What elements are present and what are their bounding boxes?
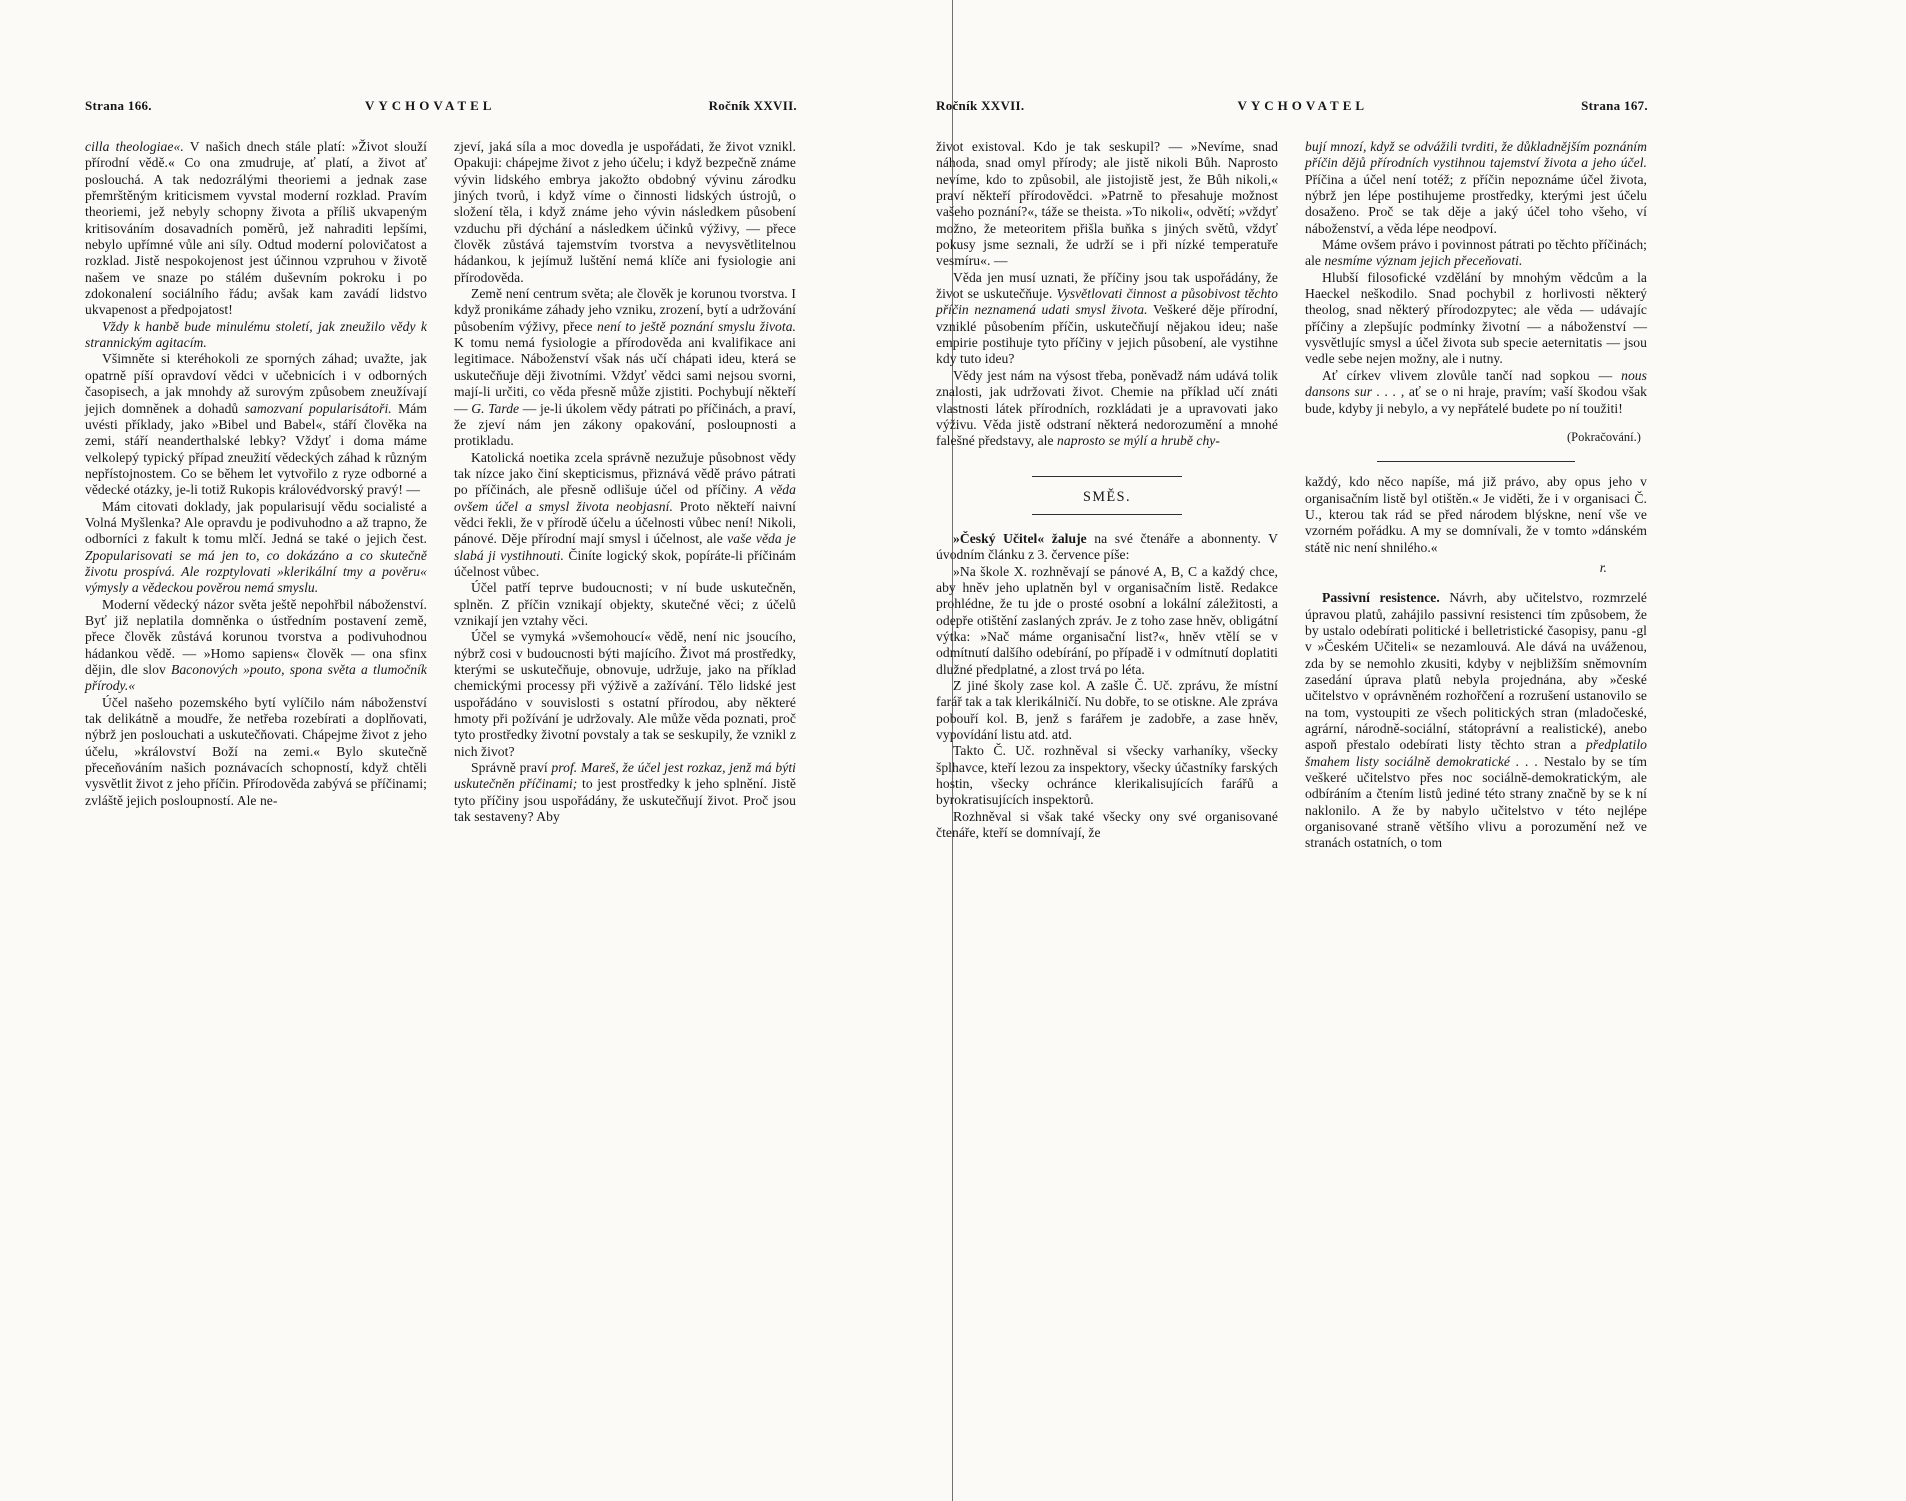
text-divider	[1377, 461, 1575, 462]
paragraph: Účel našeho pozemského bytí vylíčilo nám náboženství tak delikátně a moudře, že netřeba rozebírati a doplňovati, nýbrž jen poslouchati a uskutečňovati. Chápejme život z jeho účelu, »království Boží na zemi.« Bylo skutečně přeceňováním našich poznávacích schopností, když chtěli vysvětlit život z jeho příčin. Přírodověda zabývá se příčinami; zvláště jejich posloupností. Ale ne-	[85, 694, 427, 808]
paragraph: Účel patří teprve budoucnosti; v ní bude uskutečněn, splněn. Z příčin vznikají objekty, skutečné věci; z účelů vznikají jen vztahy věci.	[454, 580, 796, 628]
page-header-left	[85, 0, 797, 114]
column-2	[1305, 139, 1647, 852]
column-2	[454, 139, 796, 825]
paragraph: Máme ovšem právo i povinnost pátrati po těchto příčinách; ale nesmíme význam jejich přeceňovati.	[1305, 237, 1647, 269]
paragraph: Ať církev vlivem zlovůle tančí nad sopkou — nous dansons sur . . . , ať se o ni hraje, pravím; vaší škodou však bude, kdyby ji nebylo, a vy nepřátelé budete po ní toužiti!	[1305, 367, 1647, 416]
paragraph: Passivní resistence. Návrh, aby učitelstvo, rozmrzelé úpravou platů, zahájilo passivní resistenci tím způsobem, že by ustalo odebírati politické i belletristické časopisy, panu -gl v »Českém Učiteli« se nezamlouvá. Ale dává na uváženou, zda by se nemohlo zkusiti, kdyby v nejbližším sněmovním zasedání úprava platů nebyla projednána, aby »české učitelstvo v oprávněném rozhořčení a rozrušení ustanovilo se na tom, vystoupiti ze všech politických stran (mladočeské, agrární, národně-sociální, státoprávní a realistické), anebo aspoň přestalo odebírati listy těchto stran a předplatilo šmahem listy sociálně demokratické . . . Nestalo by se tím veškeré učitelstvo přes noc sociálně-demokratickým, ale odbíráním a čtením listů jediné této strany značně by se k ní naklonilo. A že by nabylo učitelstvo v této nejlépe organisované straně většího vlivu a porozumění než ve stranách ostatních, o tom	[1305, 590, 1647, 851]
column-1	[85, 139, 427, 825]
volume-label: Ročník XXVII.	[936, 98, 1025, 113]
page-header-right	[936, 0, 1648, 114]
text-columns	[936, 139, 1648, 852]
paragraph: r.	[1599, 559, 1607, 575]
paragraph: Správně praví prof. Mareš, že účel jest rozkaz, jenž má býti uskutečněn příčinami; to jest prostředky k jeho splnění. Jistě tyto příčiny jsou uspořádány, že uskutečňují život. Proč jsou tak sestaveny? Aby	[454, 760, 796, 825]
column-1	[936, 139, 1278, 852]
paragraph: »Český Učitel« žaluje na své čtenáře a abonnenty. V úvodním článku z 3. července píše:	[936, 530, 1278, 563]
page-167	[936, 0, 1648, 1501]
paragraph: Z jiné školy zase kol. A zašle Č. Uč. zprávu, že místní farář tak a tak klerikálničí. Nu dobře, to se otiskne. Ale zpráva pobouří kol. B, jenž s farářem je zadobře, a zase hněv, vypovídání listu atd. atd.	[936, 677, 1278, 742]
paragraph: Mám citovati doklady, jak popularisují vědu socialisté a Volná Myšlenka? Ale opravdu je podivuhodno a až trapno, že odborníci z fakult k tomu mlčí. Jedná se také o jejich čest. Zpopularisovati se má jen to, co dokázáno a co skutečně životu prospívá. Ale rozptylovati »klerikální tmy a pověru« výmysly a vědeckou pověrou nemá smyslu.	[85, 498, 427, 596]
paragraph: zjeví, jaká síla a moc dovedla je uspořádati, že život vznikl. Opakuji: chápejme život z jeho účelu; i když bezpečně známe vývin lidského embrya jakožto obdobný vývinu zárodku jiných tvorů, i když víme o činnosti lidských ústrojů, o složení těla, i když známe jeho vývin následkem působení vzduchu při dýchání a následkem účinků výživy, — přece člověk zůstává tajemstvím tvorstva a nevysvětlitelnou hádankou, k jejímuž luštění nemá klíče ani fysiologie ani přírodověda.	[454, 139, 796, 285]
section-heading: SMĚS.	[936, 476, 1278, 515]
paragraph: bují mnozí, když se odvážili tvrditi, že důkladnějším poznáním příčin dějů přírodních vystihnou tajemství života a jeho účel. Příčina a účel není totéž; z příčin nepoznáme účel života, nýbrž jen lépe postihujeme prostředky, kterými jest účelu dosaženo. Proč se tak děje a jaký účel toho všeho, ví náboženství, a věda lépe neodpoví.	[1305, 139, 1647, 236]
volume-label: Ročník XXVII.	[708, 98, 797, 113]
journal-title: VYCHOVATEL	[1237, 98, 1369, 113]
paragraph: každý, kdo něco napíše, má již právo, aby opus jeho v organisačním listě byl otištěn.« Je viděti, že i v organisaci Č. U., kterou tak rád se před národem blýskne, není vše ve vzorném pořádku. A my se domnívali, že v tomto »dánském státě nic není shnilého.«	[1305, 474, 1647, 555]
paragraph: Účel se vymyká »všemohoucí« vědě, není nic jsoucího, nýbrž cosi v budoucnosti býti majícího. Život má prostředky, kterými se uskutečňuje, obnovuje, udržuje, jako na příklad chemickými processy při výživě a zažívání. Tělo lidské jest uspořádáno v souvislosti s ostatní přírodou, aby některé hmoty při požívání je udržovaly. Ale může věda poznati, proč tyto prostředky životní povstaly a tak se seskupily, že vznikl z nich život?	[454, 629, 796, 759]
paragraph: Takto Č. Uč. rozhněval si všecky varhaníky, všecky šplhavce, kteří lezou za inspektory, všecky účastníky farských hostin, všecky ochránce klerikalisujících farářů a byrokratisujících inspektorů.	[936, 743, 1278, 808]
paragraph: život existoval. Kdo je tak seskupil? — »Nevíme, snad náhoda, snad omyl přírody; ale jistě nikoli Bůh. Naprosto nevíme, kdo to způsobil, ale jistojistě jest, že Bůh nikoli,« praví někteří přírodovědci. »Patrně to přesahuje možnost vašeho poznání?«, táže se theista. »To nikoli«, odvětí; »vždyť možno, že meteoritem přišla buňka s jiných světů, vždyť pokusy jsme seznali, že udrží se i při nízké temperatuře vesmíru«. —	[936, 139, 1278, 269]
page-166	[85, 0, 797, 1501]
page-number-left: Strana 166.	[85, 98, 152, 113]
paragraph: cilla theologiae«. V našich dnech stále platí: »Život slouží přírodní vědě.« Co ona zmudruje, ať platí, a život ať poslouchá. A tak nedozrálými theoriemi a jednak zase přemrštěným kriticismem vyvstal moderní rozklad. Pravím theoriemi, jež nebyly schopny života a příliš ukvapeným kritisováním dosavadních poměrů, jež nahraditi lepšími, nebylo upřímné vůle ani síly. Odtud moderní polovičatost a rozklad. Jistě nespokojenost jest účinnou vzpruhou v životě našem ve snaze po stálém duševním pokroku i po zdokonalení sociálního řádu; avšak kam zavádí lidstvo ukvapenost a předpojatost!	[85, 139, 427, 318]
paragraph: Hlubší filosofické vzdělání by mnohým vědcům a la Haeckel neškodilo. Snad pochybil z horlivosti některý theolog, snad některý přírodozpytec; ale věda — udávajíc příčiny a zlepšujíc podmínky životní — a náboženství — vysvětlujíc smysl a účel života sub specie aeternitatis — jsou vedle sebe nejen možny, ale i nutny.	[1305, 269, 1647, 367]
paragraph: Vědy jest nám na výsost třeba, poněvadž nám udává tolik znalosti, jak udržovati život. Chemie na příklad učí znáti vlastnosti látek přírodních, rozkládati je a upravovati jako výživu. Věda jistě odstraní některá nedorozumění a mnohé falešné představy, ale naprosto se mýlí a hrubě chy-	[936, 367, 1278, 449]
paragraph: Vždy k hanbě bude minulému století, jak zneužilo vědy k strannickým agitacím.	[85, 318, 427, 351]
page-number-right: Strana 167.	[1581, 98, 1648, 113]
paragraph: »Na škole X. rozhněvají se pánové A, B, C a každý chce, aby hněv jeho uplatněn byl v organisačním listě. Redakce prohlédne, že tu jde o prosté osobní a lokální záležitosti, a odepře otištění zaslaných zpráv. Je z toho zase hněv, obligátní výtka: »Nač máme organisační list?«, hněv vtělí se v odmítnutí dalšího odebírání, po případě i v odmítnutí doplatiti dlužné předplatné, a zlost trvá po léta.	[936, 563, 1278, 677]
paragraph: Rozhněval si však také všecky ony své organisované čtenáře, kteří se domnívají, že	[936, 808, 1278, 841]
paragraph: Země není centrum světa; ale člověk je korunou tvorstva. I když pronikáme záhady jeho vzniku, zrození, bytí a udržování působením výživy, přece není to ještě poznání smyslu života. K tomu nemá fysiologie a přírodověda ani kvalifikace ani legitimace. Náboženství však nás učí chápati ideu, která se uskutečňuje ději životními. Vždyť vědci sami nejsou svorni, mají-li určiti, co věda přesně může zjistiti. Pochybují někteří — G. Tarde — je-li úkolem vědy pátrati po příčinách, a praví, že zjeví nám jen zákony opakování, posloupnosti a protikladu.	[454, 286, 797, 449]
paragraph: Věda jen musí uznati, že příčiny jsou tak uspořádány, že život se uskutečňuje. Vysvětlovati činnost a působivost těchto příčin neznamená udati smysl života. Veškeré děje přírodní, vzniklé působením příčin, uskutečňují nějakou ideu; naše empirie postihuje tyto příčiny v jejich působení, ale vystihne kdy tuto ideu?	[936, 269, 1278, 367]
paragraph: Moderní vědecký názor světa ještě nepohřbil náboženství. Byť již neplatila domněnka o ústředním postavení země, přece člověk zůstává korunou tvorstva a podivuhodnou hádankou vědě. — »Homo sapiens« člověk — ona sfinx dějin, dle slov Baconových »pouto, spona světa a tlumočník přírody.«	[85, 596, 428, 694]
journal-title: VYCHOVATEL	[364, 98, 496, 113]
paragraph: (Pokračování.)	[1567, 429, 1641, 444]
text-columns	[85, 139, 797, 825]
paragraph: Katolická noetika zcela správně nezužuje působnost vědy tak nízce jako činí skepticismus, přiznává vědě právo pátrati po příčinách, ale přesně odlišuje účel od příčiny. A věda ovšem účel a smysl života neobjasní. Proto někteří naivní vědci řekli, že v přírodě účelu a účelnosti vůbec není! Nikoli, pánové. Děje přírodní mají smysl i účelnost, ale vaše věda je slabá ji vystihnouti. Činíte logický skok, popíráte-li příčinám účelnost vůbec.	[454, 449, 797, 579]
paragraph: Všimněte si kteréhokoli ze sporných záhad; uvažte, jak opatrně píší opravdoví vědci v učebnicích i v odborných časopisech, a jak mnohdy až surovým způsobem zneužívají jejich domněnek a dohadů samozvaní popularisátoři. Mám uvésti příklady, jako »Bibel und Babel«, stáří člověka na zemi, stáří neanderthalské lebky? Vždyť i doma máme velkolepý typický případ zneužití vědeckých záhad k různým nepřístojnostem. Co se během let vytvořilo z ryze odborné a vědecké otázky, je-li totiž Rukopis královédvorský pravý! —	[85, 351, 428, 498]
